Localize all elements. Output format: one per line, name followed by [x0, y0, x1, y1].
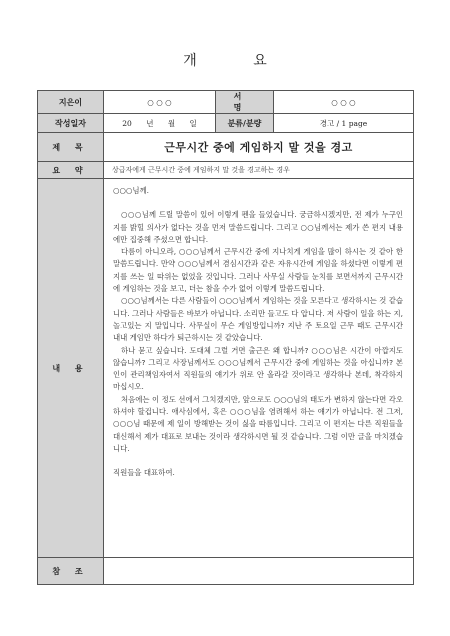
content-paragraph: 처음에는 이 정도 선에서 그치겠지만, 앞으로도 ○○○님의 태도가 변하지 않는다면 각오하셔야 할겁니다. 애사심에서, 혹은 ○○○님을 염려해서 하는 얘기가 아닙니다. 전 그저, ○○○님 때문에 제 일이 방해받는 것이 싫을 따름입니다. 그리고 이 편지는 다른 직원들을 대신해서 제가 대표로 보내는 것이라 생각하시면 될 것 같습니다. 그럼 이만 글을 마치겠습니다. — [113, 394, 403, 453]
content-greeting: ○○○님께. — [113, 186, 149, 195]
author-row — [38, 91, 414, 114]
summary-value: 상급자에게 근무시간 중에 게임하지 말 것을 경고하는 경우 — [104, 162, 414, 179]
overview-form — [37, 90, 414, 585]
summary-label: 요 약 — [38, 162, 104, 179]
category-value: 경고 / 1 page — [274, 114, 414, 133]
category-label: 분류/분량 — [216, 114, 274, 133]
subject-label: 제 목 — [38, 133, 104, 162]
author-label: 지은이 — [38, 91, 104, 114]
content-paragraph: ○○○님께 드릴 말씀이 있어 이렇게 펜을 들었습니다. 궁금하시겠지만, 전 제가 누구인지를 밝힐 의사가 없다는 것을 먼저 말씀드립니다. 그리고 ○○님께서는 제가 쓴 편지 내용에만 집중해 주셨으면 합니다. — [113, 210, 403, 244]
signature-value: ○ ○ ○ — [274, 91, 414, 114]
content-paragraph: ○○○님께서는 다른 사람들이 ○○○님께서 게임하는 것을 모른다고 생각하시는 것 같습니다. 그러나 사람들은 바보가 아닙니다. 소리만 들고도 다 압니다. 저 사람이 일을 하는 지, 놀고있는 지 말입니다. 사무실이 무슨 게임방입니까? 지난 주 토요일 근무 때도 근무시간 내내 게임만 하다가 퇴근하시는 것 같았습니다. — [113, 296, 403, 343]
date-label: 작성일자 — [38, 114, 104, 133]
content-body — [104, 179, 414, 558]
content-closing: 직원들을 대표하여. — [113, 468, 175, 478]
reference-label: 참 조 — [38, 558, 104, 585]
date-row — [38, 114, 414, 133]
reference-row — [38, 558, 414, 585]
reference-value — [104, 558, 414, 585]
author-value: ○ ○ ○ — [104, 91, 216, 114]
content-row — [38, 179, 414, 558]
page-title: 개 요 — [183, 53, 293, 69]
summary-row — [38, 162, 414, 179]
signature-label: 서 명 — [216, 91, 274, 114]
subject-value: 근무시간 중에 게임하지 말 것을 경고 — [104, 133, 414, 162]
content-paragraph: 하나 묻고 싶습니다. 도대체 그럴 거면 출근은 왜 합니까? ○○○님은 시간이 아깝지도 않습니까? 그리고 사장님께서도 ○○○님께서 근무시간 중에 게임하는 것을 아십니까? 본인이 관리책임자여서 직원들의 얘기가 위로 안 올라갈 것이라고 생각하나 본데, 착각하지 마십시오. — [113, 345, 403, 392]
date-value: 20 년 월 일 — [104, 114, 216, 133]
content-paragraph: 다름이 아니오라, ○○○님께서 근무시간 중에 지나치게 게임을 많이 하시는 것 같아 한 말씀드립니다. 만약 ○○○님께서 겸심시간과 같은 자유시간에 게임을 하셨다면 이렇게 편지를 쓰는 일 따위는 없었을 것입니다. 그러나 사무실 사람들 눈치를 보면서까지 근무시간에 게임하는 것을 보고, 더는 참을 수가 없어 이렇게 말씀드립니다. — [113, 247, 403, 294]
content-label: 내 용 — [38, 179, 104, 558]
subject-row — [38, 133, 414, 162]
